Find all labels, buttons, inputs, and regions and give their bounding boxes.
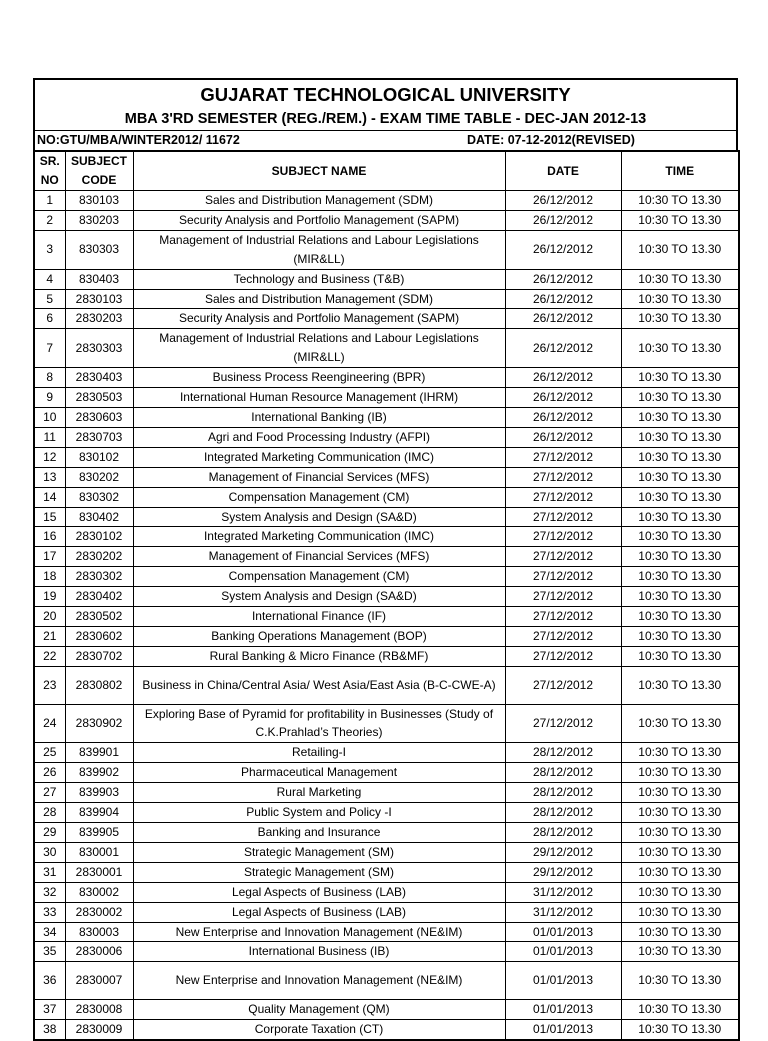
- cell-subject-code: 2830103: [65, 289, 133, 309]
- cell-subject-name: Rural Banking & Micro Finance (RB&MF): [133, 646, 505, 666]
- cell-time: 10:30 TO 13.30: [621, 547, 739, 567]
- cell-subject-code: 839905: [65, 822, 133, 842]
- cell-subject-name: Rural Marketing: [133, 783, 505, 803]
- cell-sr: 23: [34, 666, 65, 704]
- cell-date: 27/12/2012: [505, 626, 621, 646]
- cell-sr: 5: [34, 289, 65, 309]
- cell-sr: 13: [34, 467, 65, 487]
- cell-subject-code: 830003: [65, 922, 133, 942]
- cell-date: 26/12/2012: [505, 191, 621, 211]
- cell-subject-code: 2830302: [65, 567, 133, 587]
- cell-subject-name: Management of Industrial Relations and Labour Legislations (MIR&LL): [133, 230, 505, 269]
- exam-subtitle: MBA 3'RD SEMESTER (REG./REM.) - EXAM TIME TABLE - DEC-JAN 2012-13: [124, 111, 647, 127]
- cell-subject-code: 2830009: [65, 1020, 133, 1040]
- cell-sr: 30: [34, 842, 65, 862]
- cell-date: 01/01/2013: [505, 942, 621, 962]
- cell-time: 10:30 TO 13.30: [621, 191, 739, 211]
- cell-date: 27/12/2012: [505, 646, 621, 666]
- cell-subject-name: System Analysis and Design (SA&D): [133, 507, 505, 527]
- cell-sr: 26: [34, 763, 65, 783]
- cell-sr: 2: [34, 210, 65, 230]
- cell-time: 10:30 TO 13.30: [621, 447, 739, 467]
- cell-date: 27/12/2012: [505, 587, 621, 607]
- cell-sr: 9: [34, 388, 65, 408]
- cell-subject-code: 2830503: [65, 388, 133, 408]
- cell-time: 10:30 TO 13.30: [621, 289, 739, 309]
- cell-subject-code: 830001: [65, 842, 133, 862]
- cell-sr: 20: [34, 607, 65, 627]
- cell-date: 28/12/2012: [505, 803, 621, 823]
- cell-subject-name: Strategic Management (SM): [133, 862, 505, 882]
- cell-subject-code: 830102: [65, 447, 133, 467]
- university-title: GUJARAT TECHNOLOGICAL UNIVERSITY: [200, 84, 571, 105]
- table-row: [34, 210, 739, 230]
- column-header-code: SUBJECT CODE: [65, 151, 133, 191]
- cell-subject-name: New Enterprise and Innovation Management (NE&IM): [133, 922, 505, 942]
- table-row: [34, 191, 739, 211]
- cell-time: 10:30 TO 13.30: [621, 467, 739, 487]
- cell-date: 27/12/2012: [505, 487, 621, 507]
- cell-subject-code: 2830001: [65, 862, 133, 882]
- cell-time: 10:30 TO 13.30: [621, 527, 739, 547]
- cell-sr: 19: [34, 587, 65, 607]
- cell-subject-name: International Human Resource Management (IHRM): [133, 388, 505, 408]
- cell-sr: 36: [34, 962, 65, 1000]
- table-row: [34, 547, 739, 567]
- cell-subject-name: Security Analysis and Portfolio Management (SAPM): [133, 210, 505, 230]
- cell-sr: 12: [34, 447, 65, 467]
- cell-subject-code: 839901: [65, 743, 133, 763]
- table-row: [34, 862, 739, 882]
- cell-subject-code: 830203: [65, 210, 133, 230]
- cell-date: 26/12/2012: [505, 368, 621, 388]
- table-row: [34, 607, 739, 627]
- column-header-date: DATE: [505, 151, 621, 191]
- cell-time: 10:30 TO 13.30: [621, 646, 739, 666]
- cell-time: 10:30 TO 13.30: [621, 368, 739, 388]
- cell-time: 10:30 TO 13.30: [621, 427, 739, 447]
- cell-sr: 31: [34, 862, 65, 882]
- cell-subject-code: 2830602: [65, 626, 133, 646]
- cell-time: 10:30 TO 13.30: [621, 607, 739, 627]
- cell-subject-code: 2830802: [65, 666, 133, 704]
- cell-time: 10:30 TO 13.30: [621, 487, 739, 507]
- table-row: [34, 230, 739, 269]
- notice-date: DATE: 07-12-2012(REVISED): [467, 133, 635, 147]
- cell-subject-name: Integrated Marketing Communication (IMC): [133, 527, 505, 547]
- cell-sr: 11: [34, 427, 65, 447]
- cell-subject-code: 2830008: [65, 1000, 133, 1020]
- cell-subject-name: Quality Management (QM): [133, 1000, 505, 1020]
- cell-time: 10:30 TO 13.30: [621, 269, 739, 289]
- cell-sr: 32: [34, 882, 65, 902]
- cell-date: 27/12/2012: [505, 666, 621, 704]
- cell-date: 26/12/2012: [505, 427, 621, 447]
- table-row: [34, 368, 739, 388]
- cell-subject-name: International Banking (IB): [133, 407, 505, 427]
- cell-sr: 18: [34, 567, 65, 587]
- table-row: [34, 329, 739, 368]
- cell-date: 28/12/2012: [505, 822, 621, 842]
- cell-subject-name: Compensation Management (CM): [133, 487, 505, 507]
- cell-time: 10:30 TO 13.30: [621, 666, 739, 704]
- table-row: [34, 467, 739, 487]
- table-row: [34, 942, 739, 962]
- cell-time: 10:30 TO 13.30: [621, 882, 739, 902]
- table-header-row: [34, 151, 739, 191]
- cell-subject-name: Technology and Business (T&B): [133, 269, 505, 289]
- reference-line: [33, 130, 738, 150]
- cell-date: 28/12/2012: [505, 763, 621, 783]
- cell-sr: 24: [34, 704, 65, 743]
- table-row: [34, 309, 739, 329]
- cell-subject-code: 2830006: [65, 942, 133, 962]
- table-row: [34, 388, 739, 408]
- cell-subject-code: 2830702: [65, 646, 133, 666]
- cell-subject-name: Exploring Base of Pyramid for profitability in Businesses (Study of C.K.Prahlad’s Theories): [133, 704, 505, 743]
- cell-time: 10:30 TO 13.30: [621, 862, 739, 882]
- cell-time: 10:30 TO 13.30: [621, 704, 739, 743]
- table-row: [34, 1020, 739, 1040]
- cell-date: 27/12/2012: [505, 507, 621, 527]
- cell-sr: 17: [34, 547, 65, 567]
- table-row: [34, 289, 739, 309]
- cell-subject-code: 830202: [65, 467, 133, 487]
- table-row: [34, 902, 739, 922]
- table-row: [34, 803, 739, 823]
- title-block: [33, 78, 738, 130]
- cell-subject-name: Sales and Distribution Management (SDM): [133, 191, 505, 211]
- table-row: [34, 507, 739, 527]
- cell-time: 10:30 TO 13.30: [621, 507, 739, 527]
- table-row: [34, 822, 739, 842]
- table-row: [34, 704, 739, 743]
- cell-date: 27/12/2012: [505, 467, 621, 487]
- column-header-sr: SR. NO: [34, 151, 65, 191]
- cell-time: 10:30 TO 13.30: [621, 1020, 739, 1040]
- table-row: [34, 842, 739, 862]
- table-row: [34, 1000, 739, 1020]
- table-row: [34, 447, 739, 467]
- cell-subject-code: 839902: [65, 763, 133, 783]
- cell-sr: 28: [34, 803, 65, 823]
- table-row: [34, 487, 739, 507]
- cell-time: 10:30 TO 13.30: [621, 783, 739, 803]
- reference-number: NO:GTU/MBA/WINTER2012/ 11672: [37, 133, 240, 147]
- cell-subject-name: Compensation Management (CM): [133, 567, 505, 587]
- cell-date: 26/12/2012: [505, 329, 621, 368]
- cell-subject-name: System Analysis and Design (SA&D): [133, 587, 505, 607]
- cell-date: 01/01/2013: [505, 1000, 621, 1020]
- cell-subject-code: 2830402: [65, 587, 133, 607]
- cell-sr: 1: [34, 191, 65, 211]
- cell-sr: 27: [34, 783, 65, 803]
- cell-time: 10:30 TO 13.30: [621, 1000, 739, 1020]
- cell-sr: 35: [34, 942, 65, 962]
- cell-sr: 29: [34, 822, 65, 842]
- cell-subject-code: 2830703: [65, 427, 133, 447]
- cell-date: 27/12/2012: [505, 447, 621, 467]
- cell-subject-code: 2830902: [65, 704, 133, 743]
- cell-time: 10:30 TO 13.30: [621, 902, 739, 922]
- cell-subject-code: 830402: [65, 507, 133, 527]
- table-row: [34, 646, 739, 666]
- cell-date: 26/12/2012: [505, 407, 621, 427]
- cell-sr: 6: [34, 309, 65, 329]
- cell-subject-name: Pharmaceutical Management: [133, 763, 505, 783]
- cell-subject-code: 2830502: [65, 607, 133, 627]
- cell-time: 10:30 TO 13.30: [621, 822, 739, 842]
- cell-subject-name: Banking and Insurance: [133, 822, 505, 842]
- cell-date: 27/12/2012: [505, 704, 621, 743]
- cell-time: 10:30 TO 13.30: [621, 587, 739, 607]
- cell-sr: 34: [34, 922, 65, 942]
- cell-subject-name: Business Process Reengineering (BPR): [133, 368, 505, 388]
- cell-date: 01/01/2013: [505, 1020, 621, 1040]
- cell-subject-code: 2830403: [65, 368, 133, 388]
- cell-subject-code: 2830603: [65, 407, 133, 427]
- cell-date: 27/12/2012: [505, 547, 621, 567]
- column-header-time: TIME: [621, 151, 739, 191]
- cell-sr: 4: [34, 269, 65, 289]
- cell-subject-code: 2830007: [65, 962, 133, 1000]
- cell-subject-code: 2830002: [65, 902, 133, 922]
- cell-subject-code: 830302: [65, 487, 133, 507]
- cell-time: 10:30 TO 13.30: [621, 210, 739, 230]
- cell-time: 10:30 TO 13.30: [621, 230, 739, 269]
- cell-subject-code: 830103: [65, 191, 133, 211]
- cell-time: 10:30 TO 13.30: [621, 763, 739, 783]
- cell-sr: 37: [34, 1000, 65, 1020]
- cell-date: 28/12/2012: [505, 783, 621, 803]
- table-row: [34, 626, 739, 646]
- cell-date: 28/12/2012: [505, 743, 621, 763]
- cell-sr: 16: [34, 527, 65, 547]
- cell-subject-name: Banking Operations Management (BOP): [133, 626, 505, 646]
- column-header-name: SUBJECT NAME: [133, 151, 505, 191]
- cell-sr: 33: [34, 902, 65, 922]
- cell-subject-code: 839904: [65, 803, 133, 823]
- cell-sr: 21: [34, 626, 65, 646]
- cell-subject-name: Legal Aspects of Business (LAB): [133, 902, 505, 922]
- cell-date: 27/12/2012: [505, 607, 621, 627]
- cell-time: 10:30 TO 13.30: [621, 842, 739, 862]
- cell-sr: 22: [34, 646, 65, 666]
- cell-subject-name: Business in China/Central Asia/ West Asia/East Asia (B-C-CWE-A): [133, 666, 505, 704]
- table-row: [34, 783, 739, 803]
- cell-subject-code: 830002: [65, 882, 133, 902]
- cell-date: 27/12/2012: [505, 527, 621, 547]
- cell-date: 26/12/2012: [505, 289, 621, 309]
- cell-subject-code: 830403: [65, 269, 133, 289]
- table-row: [34, 567, 739, 587]
- cell-date: 26/12/2012: [505, 388, 621, 408]
- cell-date: 01/01/2013: [505, 922, 621, 942]
- cell-time: 10:30 TO 13.30: [621, 309, 739, 329]
- cell-subject-code: 2830203: [65, 309, 133, 329]
- cell-date: 26/12/2012: [505, 309, 621, 329]
- cell-sr: 7: [34, 329, 65, 368]
- cell-subject-name: Agri and Food Processing Industry (AFPI): [133, 427, 505, 447]
- cell-time: 10:30 TO 13.30: [621, 567, 739, 587]
- table-row: [34, 882, 739, 902]
- cell-time: 10:30 TO 13.30: [621, 388, 739, 408]
- cell-time: 10:30 TO 13.30: [621, 743, 739, 763]
- cell-sr: 10: [34, 407, 65, 427]
- cell-date: 27/12/2012: [505, 567, 621, 587]
- cell-time: 10:30 TO 13.30: [621, 626, 739, 646]
- cell-subject-name: Legal Aspects of Business (LAB): [133, 882, 505, 902]
- table-row: [34, 407, 739, 427]
- cell-time: 10:30 TO 13.30: [621, 922, 739, 942]
- cell-sr: 38: [34, 1020, 65, 1040]
- cell-subject-name: International Finance (IF): [133, 607, 505, 627]
- cell-subject-code: 839903: [65, 783, 133, 803]
- cell-subject-name: Integrated Marketing Communication (IMC): [133, 447, 505, 467]
- table-row: [34, 743, 739, 763]
- cell-subject-name: Sales and Distribution Management (SDM): [133, 289, 505, 309]
- cell-sr: 14: [34, 487, 65, 507]
- cell-time: 10:30 TO 13.30: [621, 962, 739, 1000]
- cell-subject-name: Corporate Taxation (CT): [133, 1020, 505, 1040]
- table-row: [34, 527, 739, 547]
- cell-subject-code: 2830202: [65, 547, 133, 567]
- exam-timetable-sheet: [33, 78, 738, 1041]
- table-row: [34, 587, 739, 607]
- cell-subject-code: 2830102: [65, 527, 133, 547]
- cell-time: 10:30 TO 13.30: [621, 329, 739, 368]
- table-row: [34, 922, 739, 942]
- cell-sr: 15: [34, 507, 65, 527]
- cell-subject-name: Public System and Policy -I: [133, 803, 505, 823]
- cell-date: 29/12/2012: [505, 842, 621, 862]
- table-row: [34, 269, 739, 289]
- cell-date: 31/12/2012: [505, 882, 621, 902]
- table-row: [34, 962, 739, 1000]
- cell-date: 26/12/2012: [505, 269, 621, 289]
- cell-subject-name: Management of Industrial Relations and Labour Legislations (MIR&LL): [133, 329, 505, 368]
- table-row: [34, 763, 739, 783]
- cell-date: 26/12/2012: [505, 230, 621, 269]
- cell-subject-code: 2830303: [65, 329, 133, 368]
- cell-subject-name: Management of Financial Services (MFS): [133, 547, 505, 567]
- cell-subject-name: New Enterprise and Innovation Management (NE&IM): [133, 962, 505, 1000]
- cell-sr: 25: [34, 743, 65, 763]
- cell-subject-name: International Business (IB): [133, 942, 505, 962]
- cell-date: 01/01/2013: [505, 962, 621, 1000]
- cell-subject-name: Security Analysis and Portfolio Management (SAPM): [133, 309, 505, 329]
- cell-time: 10:30 TO 13.30: [621, 942, 739, 962]
- cell-date: 26/12/2012: [505, 210, 621, 230]
- cell-subject-name: Retailing-I: [133, 743, 505, 763]
- cell-subject-name: Management of Financial Services (MFS): [133, 467, 505, 487]
- cell-time: 10:30 TO 13.30: [621, 803, 739, 823]
- timetable: [33, 150, 740, 1041]
- cell-sr: 8: [34, 368, 65, 388]
- cell-date: 31/12/2012: [505, 902, 621, 922]
- table-row: [34, 666, 739, 704]
- cell-date: 29/12/2012: [505, 862, 621, 882]
- cell-time: 10:30 TO 13.30: [621, 407, 739, 427]
- table-row: [34, 427, 739, 447]
- cell-sr: 3: [34, 230, 65, 269]
- cell-subject-name: Strategic Management (SM): [133, 842, 505, 862]
- cell-subject-code: 830303: [65, 230, 133, 269]
